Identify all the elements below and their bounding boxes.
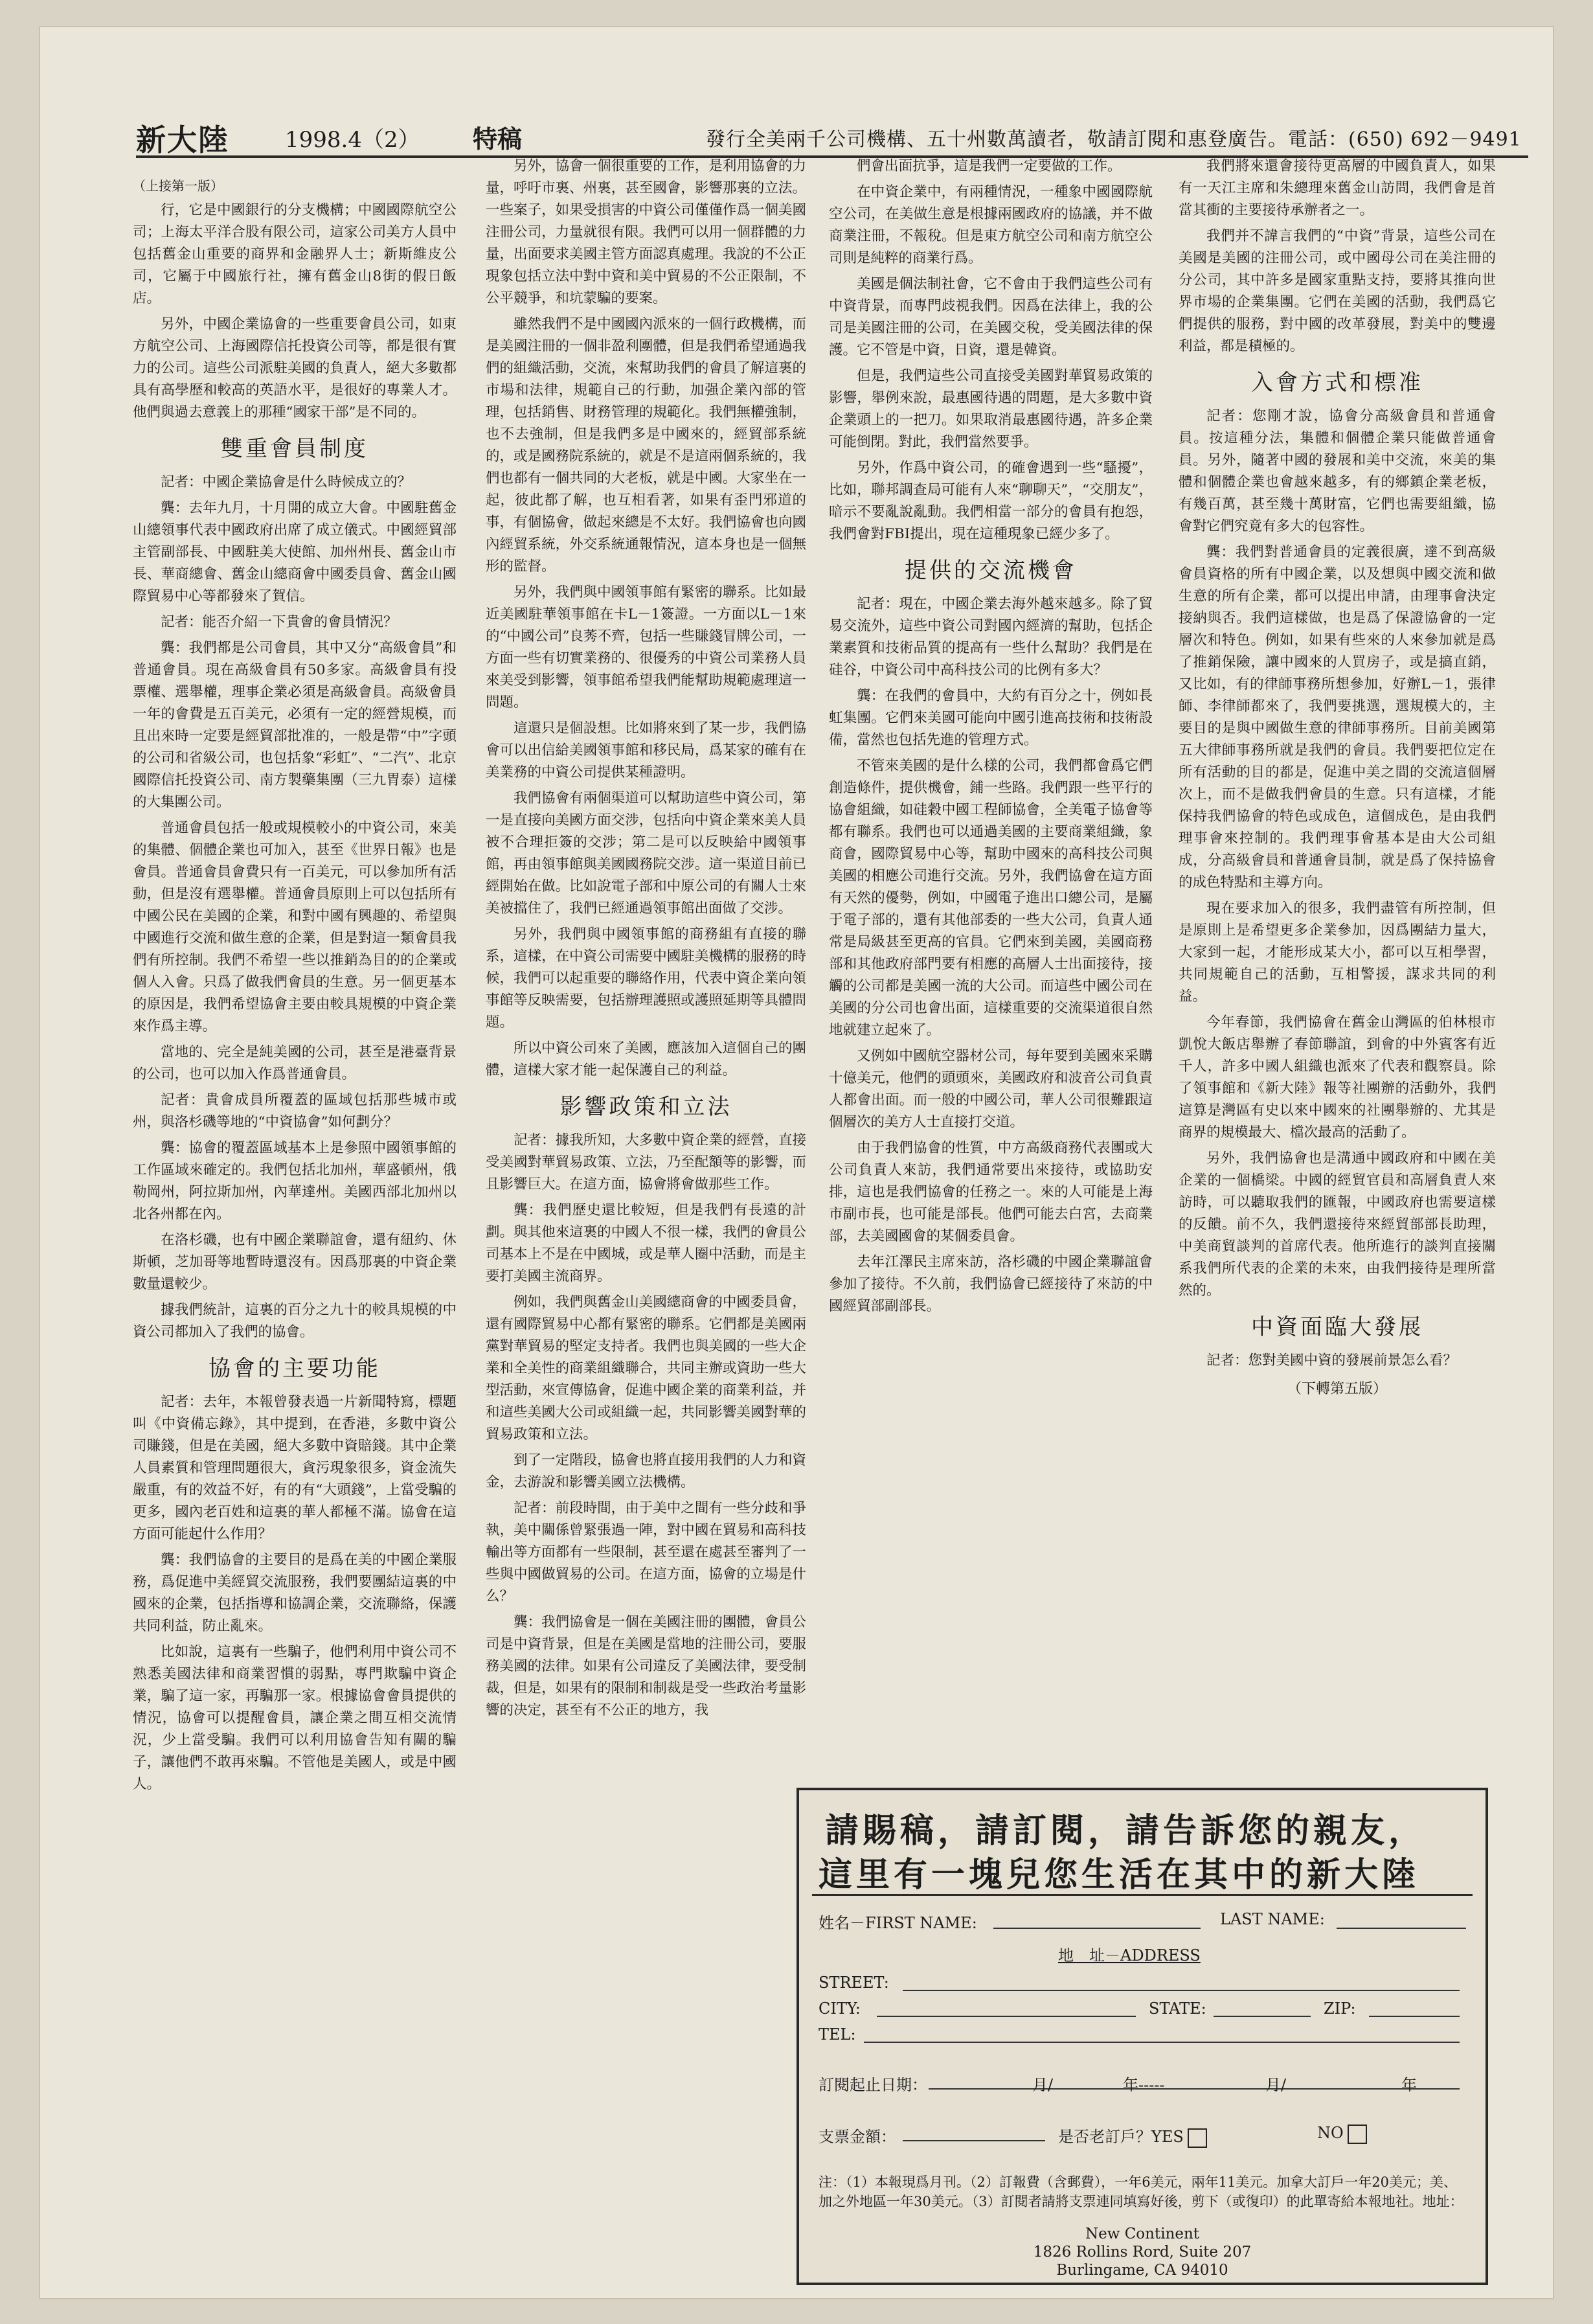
- article-paragraph: 另外，我們與中國領事館有緊密的聯系。比如最近美國駐華領事館在卡L－1簽證。一方面以L－1來的“中國公司”良莠不齊，包括一些賺錢冒牌公司，一方面一些有切實業務的、很優秀的中資公司業務人員來美受到影響，領事館希望我們能幫助規範處理這一問題。: [486, 584, 806, 711]
- article-paragraph: 當地的、完全是純美國的公司，甚至是港臺背景的公司，也可以加入作爲普通會員。: [133, 1044, 457, 1082]
- article-paragraph: 記者：前段時間，由于美中之間有一些分歧和爭執，美中關係曾緊張過一陣，對中國在貿易和高科技輸出等方面都有一些限制，甚至還在處甚至審判了一些與中國做貿易的公司。在這方面，協會的立場是什么？: [486, 1500, 806, 1604]
- address-line-2: 1826 Rollins Rord, Suite 207: [1033, 2244, 1252, 2261]
- paragraph-group: [829, 155, 1153, 545]
- zip-label: ZIP:: [1324, 1999, 1356, 2018]
- article-paragraph: 記者：貴會成員所覆蓋的區域包括那些城市或州，與洛杉磯等地的“中資協會”如何劃分？: [133, 1092, 457, 1130]
- street-label: STREET:: [819, 1974, 889, 1992]
- date-separator: 年: [1401, 2076, 1417, 2094]
- street-field[interactable]: [903, 1990, 1460, 1991]
- newspaper-logo: 新大陸: [136, 122, 229, 157]
- city-field[interactable]: [877, 2016, 1136, 2017]
- article-paragraph: 另外，我們協會也是溝通中國政府和中國在美企業的一個橋梁。中國的經貿官員和高層負責人來訪時，可以聽取我們的匯報，中國政府也需要這樣的反饋。前不久，我們還接待來經貿部部長助理，中美商貿談判的首席代表。他所進行的談判直接關系我們所代表的企業的未來，由我們接待是理所當然的。: [1179, 1150, 1496, 1299]
- subscription-period-label: 訂閱起止日期：: [819, 2076, 927, 2094]
- date-separator: 月/: [1265, 2076, 1287, 2094]
- no-checkbox[interactable]: [1348, 2125, 1367, 2144]
- article-paragraph: 這還只是個設想。比如將來到了某一步，我們協會可以出信給美國領事館和移民局，爲某家的確有在美業務的中資公司提供某種證明。: [486, 720, 806, 780]
- paragraph-group: [133, 472, 457, 1343]
- paragraph-group: [133, 199, 457, 424]
- article-paragraph: 龔：在我們的會員中，大約有百分之十，例如長虹集團。它們來美國可能向中國引進高技術和技術設備，當然也包括先進的管理方式。: [829, 688, 1153, 748]
- first-name-label: 姓名－FIRST NAME:: [819, 1914, 977, 1932]
- yes-checkbox[interactable]: [1188, 2128, 1207, 2148]
- last-name-label: LAST NAME:: [1220, 1910, 1325, 1928]
- subscription-form: [796, 1788, 1488, 2285]
- section-label: 特稿: [473, 124, 523, 154]
- article-paragraph: 由于我們協會的性質，中方高級商務代表團或大公司負責人來訪，我們通常要出來接待，或協助安排，這也是我們協會的任務之一。來的人可能是上海市副市長，也可能是部長。他們可能去白宮，去商業部，去美國國會的某個委員會。: [829, 1140, 1153, 1244]
- payment-amount-label: 支票金額：: [819, 2128, 896, 2146]
- article-paragraph: 龔：去年九月，十月開的成立大會。中國駐舊金山總領事代表中國政府出席了成立儀式。中國經貿部主管副部長、中國駐美大使館、加州州長、舊金山市長、華商總會、舊金山總商會中國委員會、舊金山國際貿易中心等都發來了賀信。: [133, 500, 457, 604]
- yes-label: 是否老訂戶？YES: [1058, 2128, 1184, 2146]
- article-paragraph: 今年春節，我們協會在舊金山灣區的伯林根市凱悅大飯店舉辦了春節聯誼，到會的中外賓客有近千人，許多中國人組織也派來了代表和觀察員。除了領事館和《新大陸》報等社團辦的活動外，我們這算是灣區有史以來中國來的社團舉辦的、尤其是商界的規模最大、檔次最高的活動了。: [1179, 1014, 1496, 1141]
- article-paragraph: 但是，我們這些公司直接受美國對華貿易政策的影響，舉例來說，最惠國待遇的問題，是大多數中資企業頭上的一把刀。如果取消最惠國待遇，許多企業可能倒閉。對此，我們當然要爭。: [829, 368, 1153, 450]
- article-paragraph: 龔：我們都是公司會員，其中又分“高級會員”和普通會員。現在高級會員有50多家。高級會員有投票權、選舉權，理事企業必須是高級會員。高級會員一年的會費是五百美元，必須有一定的經營規模，而且出來時一定要是經貿部批准的，一般是帶“中”字頭的公司和省級公司，也包括象“彩虹”、“二汽”、北京國際信托投資公司、南方製藥集團（三九胃泰）這樣的大集團公司。: [133, 640, 457, 810]
- article-paragraph: 另外，中國企業協會的一些重要會員公司，如東方航空公司、上海國際信托投資公司等，都是很有實力的公司。這些公司派駐美國的負責人，絕大多數都具有高學歷和較高的英語水平，是很好的專業人才。他們與過去意義上的那種“國家干部”是不同的。: [133, 316, 457, 420]
- article-column-1: [133, 175, 457, 2235]
- address-line-1: New Continent: [1085, 2226, 1200, 2242]
- article-paragraph: 龔：我們協會的主要目的是爲在美的中國企業服務，爲促進中美經貿交流服務，我們要團結這裏的中國來的企業，包括指導和協調企業，交流聯絡，保護共同利益，防止亂來。: [133, 1552, 457, 1634]
- paragraph-group: [486, 155, 806, 1082]
- article-paragraph: 所以中資公司來了美國，應該加入這個自己的團體，這樣大家才能一起保護自己的利益。: [486, 1040, 806, 1078]
- paragraph-group: [133, 1391, 457, 1795]
- paragraph-group: [1179, 155, 1496, 358]
- article-paragraph: 去年江澤民主席來訪，洛杉磯的中國企業聯誼會參加了接待。不久前，我們協會已經接待了來訪的中國經貿部副部長。: [829, 1254, 1153, 1314]
- article-column-3: [829, 155, 1153, 1768]
- city-label: CITY:: [819, 1999, 861, 2018]
- article-paragraph: 雖然我們不是中國國內派來的一個行政機構，而是美國注冊的一個非盈利團體，但是我們希望通過我們的組織活動，交流，來幫助我們的會員了解這裏的市場和法律，規範自己的行動，加强企業內部的管理，包括銷售、財務管理的規範化。我們無權強制，也不去強制，但是我們多是中國來的，經貿部系統的，或是國務院系統的，就是不是這兩個系統的，我們也都有一個共同的大老板，就是中國。大家坐在一起，彼此都了解，也互相看著，如果有歪門邪道的事，有個協會，做起來總是不太好。我們協會也向國內經貿系統，外交系統通報情況，這本身也是一個無形的監督。: [486, 316, 806, 575]
- form-headline-1: 請賜稿，請訂閱，請告訴您的親友，: [825, 1811, 1427, 1851]
- article-paragraph: 在洛杉磯，也有中國企業聯誼會，還有紐約、休斯頓，芝加哥等地暫時還沒有。因爲那裏的中資企業數量還較少。: [133, 1232, 457, 1292]
- issue-date: 1998.4（2）: [285, 127, 420, 153]
- continued-to-note: （下轉第五版）: [1287, 1381, 1387, 1397]
- article-paragraph: 又例如中國航空器材公司，每年要到美國來采購十億美元，他們的頭頭來，美國政府和波音公司負責人都會出面。而一般的中國公司，華人公司很難跟這個層次的美方人士直接打交道。: [829, 1048, 1153, 1130]
- section-heading-development: 中資面臨大發展: [1251, 1314, 1423, 1340]
- article-paragraph: 龔：我們協會是一個在美國注冊的團體，會員公司是中資背景，但是在美國是當地的注冊公司，要服務美國的法律。如果有公司違反了美國法律，要受制裁，但是，如果有的限制和制裁是受一些政治考量影響的决定，甚至有不公正的地方，我: [486, 1614, 806, 1718]
- masthead-tagline: 發行全美兩千公司機構、五十州數萬讀者，敬請訂閱和惠登廣告。電話：(650) 692－9491: [706, 128, 1522, 151]
- section-heading-join: 入會方式和標准: [1251, 370, 1423, 396]
- continued-from-note: （上接第一版）: [133, 178, 223, 194]
- subscription-note: 注：（1）本報現爲月刊。（2）訂報費（含郵費），一年6美元，兩年11美元。加拿大訂戶一年20美元；美、加之外地區一年30美元。（3）訂閱者請將支票連同填寫好後，剪下（或復印）的此單寄給本報地社。地址：: [819, 2174, 1463, 2209]
- zip-field[interactable]: [1369, 2016, 1460, 2017]
- paragraph-group: [1179, 1350, 1496, 1372]
- paragraph-group: [829, 593, 1153, 1317]
- payment-amount-field[interactable]: [903, 2140, 1045, 2141]
- article-paragraph: 到了一定階段，協會也將直接用我們的人力和資金，去游說和影響美國立法機構。: [486, 1452, 806, 1490]
- article-paragraph: 例如，我們與舊金山美國總商會的中國委員會，還有國際貿易中心都有緊密的聯系。它們都是美國兩黨對華貿易的堅定支持者。我們也與美國的一些大企業和全美性的商業組織聯合，共同主辦或資助一些大型活動，來宣傳協會，促進中國企業的商業利益，并和這些美國大公司或組織一起，共同影響美國對華的貿易政策和立法。: [486, 1294, 806, 1442]
- paragraph-group: [1179, 405, 1496, 1302]
- article-paragraph: 據我們統計，這裏的百分之九十的較具規模的中資公司都加入了我們的協會。: [133, 1302, 457, 1340]
- article-paragraph: 美國是個法制社會，它不會由于我們這些公司有中資背景，而專門歧視我們。因爲在法律上，我的公司是美國注冊的公司，在美國交稅，受美國法律的保護。它不管是中資，日資，還是韓資。: [829, 276, 1153, 358]
- tel-field[interactable]: [864, 2042, 1460, 2043]
- paragraph-group: [486, 1130, 806, 1722]
- article-paragraph: 另外，我們與中國領事館的商務組有直接的聯系，這樣，在中資公司需要中國駐美機構的服務的時候，我們可以起重要的聯絡作用，代表中資企業向領事館等反映需要，包括辦理護照或護照延期等具體問題。: [486, 926, 806, 1031]
- form-headline-2: 這里有一塊兒您生活在其中的新大陸: [819, 1855, 1420, 1895]
- form-divider: [812, 1894, 1473, 1896]
- last-name-field[interactable]: [1337, 1928, 1466, 1929]
- no-label: NO: [1317, 2124, 1344, 2142]
- article-paragraph: 龔：我們對普通會員的定義很廣，達不到高級會員資格的所有中國企業，以及想與中國交流和做生意的所有企業，都可以提出申請，由理事會決定接納與否。我們這樣做，也是爲了保證協會的一定層次和特色。例如，如果有些來的人來參加就是爲了推銷保險，讓中國來的人買房子，或是搞直銷，又比如，有的律師事務所想參加，好辦L－1，張律師、李律師都來了，我們要挑選，選規模大的，主要目的是與中國做生意的律師事務所。目前美國第五大律師事務所就是我們的會員。我們要把位定在所有活動的目的都是，促進中美之間的交流這個層次上，而不是做我們會員的生意。只有這樣，才能保持我們協會的特色或成色，這個成色，是由我們理事會來控制的。我們理事會基本是由大公司組成，分高級會員和普通會員制，就是爲了保持協會的成色特點和主導方向。: [1179, 544, 1496, 891]
- article-paragraph: 記者：您剛才說，協會分高級會員和普通會員。按這種分法，集體和個體企業只能做普通會員。另外，隨著中國的發展和美中交流，來美的集體和個體企業也會越來越多，有的鄉鎮企業老板，有幾百萬，甚至幾十萬財富，它們也需要組織，協會對它們究竟有多大的包容性。: [1179, 408, 1496, 534]
- date-separator: 月/: [1032, 2076, 1054, 2094]
- article-paragraph: 龔：我們歷史還比較短，但是我們有長遠的計劃。與其他來這裏的中國人不很一樣，我們的會員公司基本上不是在中國城，或是華人圈中活動，而是主要打美國主流商界。: [486, 1202, 806, 1284]
- masthead: [136, 117, 1528, 158]
- first-name-field[interactable]: [993, 1928, 1201, 1929]
- article-paragraph: 記者：據我所知，大多數中資企業的經營，直接受美國對華貿易政策、立法，乃至配額等的影響，而且影響巨大。在這方面，協會將會做那些工作。: [486, 1132, 806, 1192]
- article-paragraph: 我們將來還會接待更高層的中國負責人，如果有一天江主席和朱總理來舊金山訪問，我們會是首當其衝的主要接待承辦者之一。: [1179, 158, 1496, 218]
- article-paragraph: 我們并不諱言我們的“中資”背景，這些公司在美國是美國的注冊公司，或中國母公司在美注冊的分公司，其中許多是國家重點支持，要將其推向世界市場的企業集團。它們在美國的活動，我們爲它們提供的服務，對中國的改革發展，對美中的雙邊利益，都是積極的。: [1179, 228, 1496, 354]
- article-paragraph: 記者：您對美國中資的發展前景怎么看？: [1206, 1352, 1458, 1369]
- article-paragraph: 行，它是中國銀行的分支機構；中國國際航空公司；上海太平洋合股有限公司，這家公司美方人員中包括舊金山重要的商界和金融界人士；新斯維皮公司，它屬于中國旅行社，擁有舊金山8街的假日飯店。: [133, 202, 457, 306]
- section-heading-exchange: 提供的交流機會: [905, 558, 1077, 584]
- section-heading-functions: 協會的主要功能: [209, 1356, 381, 1382]
- state-label: STATE:: [1149, 1999, 1206, 2018]
- article-paragraph: 我們協會有兩個渠道可以幫助這些中資公司，第一是直接向美國方面交涉，包括向中資企業來美人員被不合理拒簽的交涉；第二是可以反映給中國領事館，再由領事館與美國國務院交涉。這一渠道目前已經開始在做。比如說電子部和中原公司的有關人士來美被擋住了，我們已經通過領事館出面做了交涉。: [486, 790, 806, 917]
- article-paragraph: 另外，作爲中資公司，的確會遇到一些“騷擾”，比如，聯邦調查局可能有人來“聊聊天”，“交朋友”，暗示不要亂說亂動。我們相當一部分的會員有抱怨，我們會對FBI提出，現在這種現象已經少多了。: [829, 460, 1153, 542]
- address-line-3: Burlingame, CA 94010: [1056, 2262, 1228, 2279]
- tel-label: TEL:: [819, 2025, 856, 2044]
- article-column-4: [1179, 155, 1496, 1775]
- article-paragraph: 龔：協會的覆蓋區域基本上是參照中國領事館的工作區域來確定的。我們包括北加州，華盛頓州，俄勒岡州，阿拉斯加州，內華達州。美國西部北加州以北各州都在內。: [133, 1140, 457, 1222]
- section-heading-policy: 影響政策和立法: [559, 1094, 732, 1120]
- address-heading: 地 址－ADDRESS: [1058, 1946, 1201, 1965]
- subscription-period-field[interactable]: [929, 2088, 1460, 2090]
- no-option: [1317, 2124, 1367, 2144]
- article-paragraph: 普通會員包括一般或規模較小的中資公司，來美的集體、個體企業也可加入，甚至《世界日報》也是會員。普通會員會費只有一百美元，可以參加所有活動，但是沒有選舉權。普通會員原則上可以包括所有中國公民在美國的企業，和對中國有興趣的、希望與中國進行交流和做生意的企業，但是對這一類會員我們有所控制。我們不希望一些以推銷為目的的企業或個人入會。只爲了做我們會員的生意。另一個更基本的原因是，我們希望協會主要由較具規模的中資企業來作爲主導。: [133, 820, 457, 1034]
- section-heading-membership: 雙重會員制度: [221, 436, 368, 462]
- article-paragraph: 記者：去年，本報曾發表過一片新聞特寫，標題叫《中資備忘錄》，其中提到，在香港，多數中資公司賺錢，但是在美國，絕大多數中資賠錢。其中企業人員素質和管理問題很大，貪污現象很多，資金流失嚴重，有的效益不好，有的有“大頭錢”，上當受騙的更多，國內老百姓和這裏的華人都極不滿。協會在這方面可能起什么作用？: [133, 1394, 457, 1542]
- article-paragraph: 在中資企業中，有兩種情況，一種象中國國際航空公司，在美做生意是根據兩國政府的協議，并不做商業注冊，不報稅。但是東方航空公司和南方航空公司則是純粹的商業行爲。: [829, 184, 1153, 266]
- article-paragraph: 比如說，這裏有一些騙子，他們利用中資公司不熟悉美國法律和商業習慣的弱點，專門欺騙中資企業，騙了這一家，再騙那一家。根據協會會員提供的情況，協會可以提醒會員，讓企業之間互相交流情況，少上當受騙。我們可以利用協會告知有關的騙子，讓他們不敢再來騙。不管他是美國人，或是中國人。: [133, 1644, 457, 1792]
- date-separator: 年-----: [1123, 2076, 1165, 2094]
- returning-subscriber-label: [1058, 2124, 1207, 2148]
- article-column-2: [486, 155, 806, 2228]
- article-paragraph: 記者：能否介紹一下貴會的會員情況？: [161, 614, 398, 630]
- article-paragraph: 記者：現在，中國企業去海外越來越多。除了貿易交流外，這些中資公司對國內經濟的幫助，包括企業素質和技術品質的提高有一些什么幫助？我們是在硅谷，中資公司中高科技公司的比例有多大？: [829, 596, 1153, 678]
- article-paragraph: 現在要求加入的很多，我們盡管有所控制，但是原則上是希望更多企業參加，因爲團結力量大，大家到一起，才能形成某大小，都可以互相學習，共同規範自己的活動，互相警援，謀求共同的利益。: [1179, 900, 1496, 1005]
- article-paragraph: 另外，協會一個很重要的工作，是利用協會的力量，呼吁市裏、州裏，甚至國會，影響那裏的立法。一些案子，如果受損害的中資公司僅僅作爲一個美國注冊公司，力量就很有限。我們可以用一個群體的力量，出面要求美國主管方面認真處理。我說的不公正現象包括立法中對中資和美中貿易的不公正限制，不公平競爭，和坑蒙騙的要案。: [486, 158, 806, 306]
- article-paragraph: 們會出面抗爭，這是我們一定要做的工作。: [857, 158, 1122, 174]
- article-paragraph: 記者：中國企業協會是什么時候成立的？: [161, 474, 412, 490]
- article-paragraph: 不管來美國的是什么樣的公司，我們都會爲它們創造條件，提供機會，鋪一些路。我們跟一些平行的協會組織，如硅穀中國工程師協會，全美電子協會等都有聯系。我們也可以通過美國的主要商業組織，象商會，國際貿易中心等，幫助中國來的高科技公司與美國的相應公司進行交流。另外，我們協會在這方面有天然的優勢，例如，中國電子進出口總公司，是屬于電子部的，還有其他部委的一些大公司，負責人通常是局級甚至更高的官員。它們來到美國，美國商務部和其他政府部門要有相應的高層人士出面接待，接觸的公司都是美國一流的大公司。而這些中國公司在美國的分公司也會出面，這樣重要的交流渠道很自然地就建立起來了。: [829, 758, 1153, 1038]
- state-field[interactable]: [1214, 2016, 1311, 2017]
